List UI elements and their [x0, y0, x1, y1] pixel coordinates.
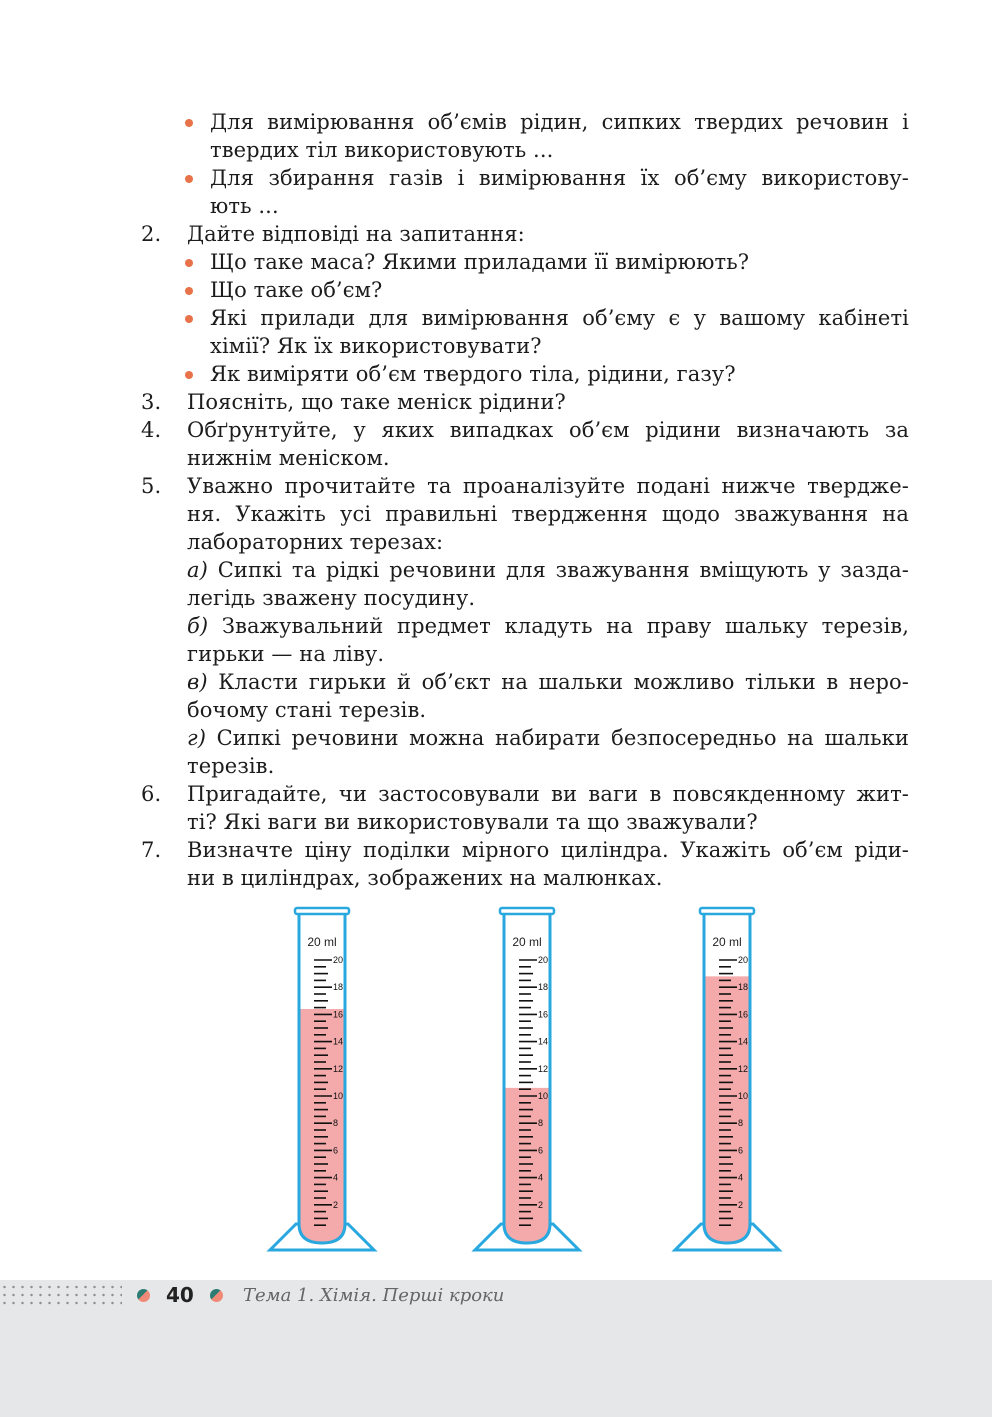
- volume-label: 20 ml: [512, 935, 542, 949]
- question-5: [141, 472, 909, 500]
- text-span: твердих тіл використовують ...: [210, 138, 554, 162]
- bullet-dot: [185, 119, 193, 127]
- scale-label: 2: [738, 1199, 744, 1210]
- question-text: Дайте відповіді на запитання:: [187, 222, 525, 246]
- scale-label: 6: [738, 1145, 744, 1156]
- bullet-dot: [185, 259, 193, 267]
- scale-label: 12: [738, 1063, 749, 1074]
- text-line: [141, 332, 909, 360]
- scale-label: 16: [538, 1009, 549, 1020]
- scale-label: 8: [538, 1118, 544, 1129]
- option-text: Сипкі та рідкі речовини для зважування вміщують у зазда-: [217, 558, 910, 582]
- volume-label: 20 ml: [307, 935, 337, 949]
- question-number: 5.: [141, 474, 162, 498]
- text-line: [141, 808, 909, 836]
- option-text: Сипкі речовини можна набирати безпосередньо на шальки: [216, 726, 909, 750]
- page-marker-left-icon: [137, 1289, 150, 1302]
- text-span: хімії? Як їх використовувати?: [210, 334, 542, 358]
- cylinder-rim: [700, 908, 754, 914]
- scale-label: 4: [738, 1172, 744, 1183]
- scale-label: 8: [333, 1118, 339, 1129]
- text-line: [141, 444, 909, 472]
- text-span: бочому стані терезів.: [187, 698, 427, 722]
- question-number: 7.: [141, 838, 162, 862]
- question-6: [141, 780, 909, 808]
- text-span: лабораторних терезах:: [187, 530, 444, 554]
- text-line: [141, 528, 909, 556]
- question-number: 4.: [141, 418, 162, 442]
- scale-label: 10: [333, 1091, 344, 1101]
- text-span: ють ...: [210, 194, 279, 218]
- scale-label: 12: [333, 1063, 344, 1074]
- scale-label: 20: [333, 955, 344, 965]
- question-number: 2.: [141, 222, 162, 246]
- scale-label: 8: [738, 1118, 744, 1129]
- bullet-dot: [185, 175, 193, 183]
- liquid-fill: [504, 1088, 550, 1243]
- graduated-cylinder-3: [671, 902, 783, 1258]
- text-span: ті? Які ваги ви використовували та що зважували?: [187, 810, 758, 834]
- scale-label: 20: [738, 955, 749, 965]
- text-line: [141, 696, 909, 724]
- scale-label: 2: [538, 1199, 544, 1210]
- bullet-item: [141, 304, 909, 332]
- bullet-item: [141, 360, 909, 388]
- option-label: б): [187, 614, 209, 638]
- option-b: [141, 612, 909, 640]
- question-number: 6.: [141, 782, 162, 806]
- bullet-dot: [185, 371, 193, 379]
- text-line: [141, 192, 909, 220]
- option-label: в): [187, 670, 208, 694]
- scale-label: 12: [538, 1063, 549, 1074]
- option-a: [141, 556, 909, 584]
- scale-label: 4: [538, 1172, 544, 1183]
- bullet-item: [141, 164, 909, 192]
- question-4: [141, 416, 909, 444]
- text-line: Які прилади для вимірювання об’єму є у вашому кабінеті: [210, 306, 909, 330]
- cylinder-rim: [500, 908, 554, 914]
- text-line: Що таке маса? Якими приладами її вимірюють?: [210, 250, 750, 274]
- bullet-dot: [185, 287, 193, 295]
- text-line: [141, 584, 909, 612]
- question-text: Поясніть, що таке меніск рідини?: [187, 390, 566, 414]
- scale-label: 6: [538, 1145, 544, 1156]
- text-span: гирьки — на ліву.: [187, 642, 385, 666]
- text-line: [141, 136, 909, 164]
- bullet-item: [141, 248, 909, 276]
- option-text: Зважувальний предмет кладуть на праву шальку терезів,: [221, 614, 909, 638]
- option-v: [141, 668, 909, 696]
- text-span: ня. Укажіть усі правильні твердження щодо зважування на: [187, 502, 909, 526]
- scale-label: 14: [333, 1036, 344, 1047]
- text-line: [141, 640, 909, 668]
- graduated-cylinder-1: [266, 902, 378, 1258]
- chapter-title: Тема 1. Хімія. Перші кроки: [243, 1285, 505, 1306]
- page-marker-right-icon: [210, 1289, 223, 1302]
- text-line: [141, 752, 909, 780]
- text-line: [141, 864, 909, 892]
- scale-label: 14: [738, 1036, 749, 1047]
- text-span: ни в циліндрах, зображених на малюнках.: [187, 866, 663, 890]
- decorative-dots: [0, 1283, 122, 1309]
- question-text: Уважно прочитайте та проаналізуйте подані нижче твердже-: [187, 474, 909, 498]
- question-7: [141, 836, 909, 864]
- option-label: а): [187, 558, 208, 582]
- text-line: Що таке об’єм?: [210, 278, 383, 302]
- bullet-item: [141, 276, 909, 304]
- question-2: [141, 220, 909, 248]
- option-label: г): [187, 726, 207, 750]
- bullet-item: [141, 108, 909, 136]
- text-line: Для збирання газів і вимірювання їх об’єму використову-: [210, 166, 909, 190]
- scale-label: 6: [333, 1145, 339, 1156]
- graduated-cylinders-figure: [266, 902, 786, 1262]
- scale-label: 10: [738, 1091, 749, 1101]
- text-line: [141, 500, 909, 528]
- option-text: Класти гирьки й об’єкт на шальки можливо тільки в неро-: [218, 670, 909, 694]
- scale-label: 16: [738, 1009, 749, 1020]
- scale-label: 2: [333, 1199, 339, 1210]
- bullet-dot: [185, 315, 193, 323]
- scale-label: 4: [333, 1172, 339, 1183]
- scale-label: 18: [538, 982, 549, 993]
- volume-label: 20 ml: [712, 935, 742, 949]
- text-span: нижнім меніском.: [187, 446, 390, 470]
- exercise-text: [141, 108, 909, 892]
- question-3: [141, 388, 909, 416]
- cylinder-rim: [295, 908, 349, 914]
- text-line: Як виміряти об’єм твердого тіла, рідини, газу?: [210, 362, 736, 386]
- option-g: [141, 724, 909, 752]
- scale-label: 14: [538, 1036, 549, 1047]
- scale-label: 18: [738, 982, 749, 993]
- text-line: Для вимірювання об’ємів рідин, сипких твердих речовин і: [210, 110, 909, 134]
- page-number: 40: [166, 1283, 194, 1307]
- graduated-cylinder-2: [471, 902, 583, 1258]
- question-number: 3.: [141, 390, 162, 414]
- question-text: Визначте ціну поділки мірного циліндра. Укажіть об’єм ріди-: [187, 838, 909, 862]
- text-span: легідь зважену посудину.: [187, 586, 476, 610]
- scale-label: 20: [538, 955, 549, 965]
- question-text: Пригадайте, чи застосовували ви ваги в повсякденному жит-: [187, 782, 909, 806]
- text-span: терезів.: [187, 754, 275, 778]
- scale-label: 10: [538, 1091, 549, 1101]
- question-text: Обґрунтуйте, у яких випадках об’єм рідини визначають за: [187, 418, 909, 442]
- scale-label: 18: [333, 982, 344, 993]
- scale-label: 16: [333, 1009, 344, 1020]
